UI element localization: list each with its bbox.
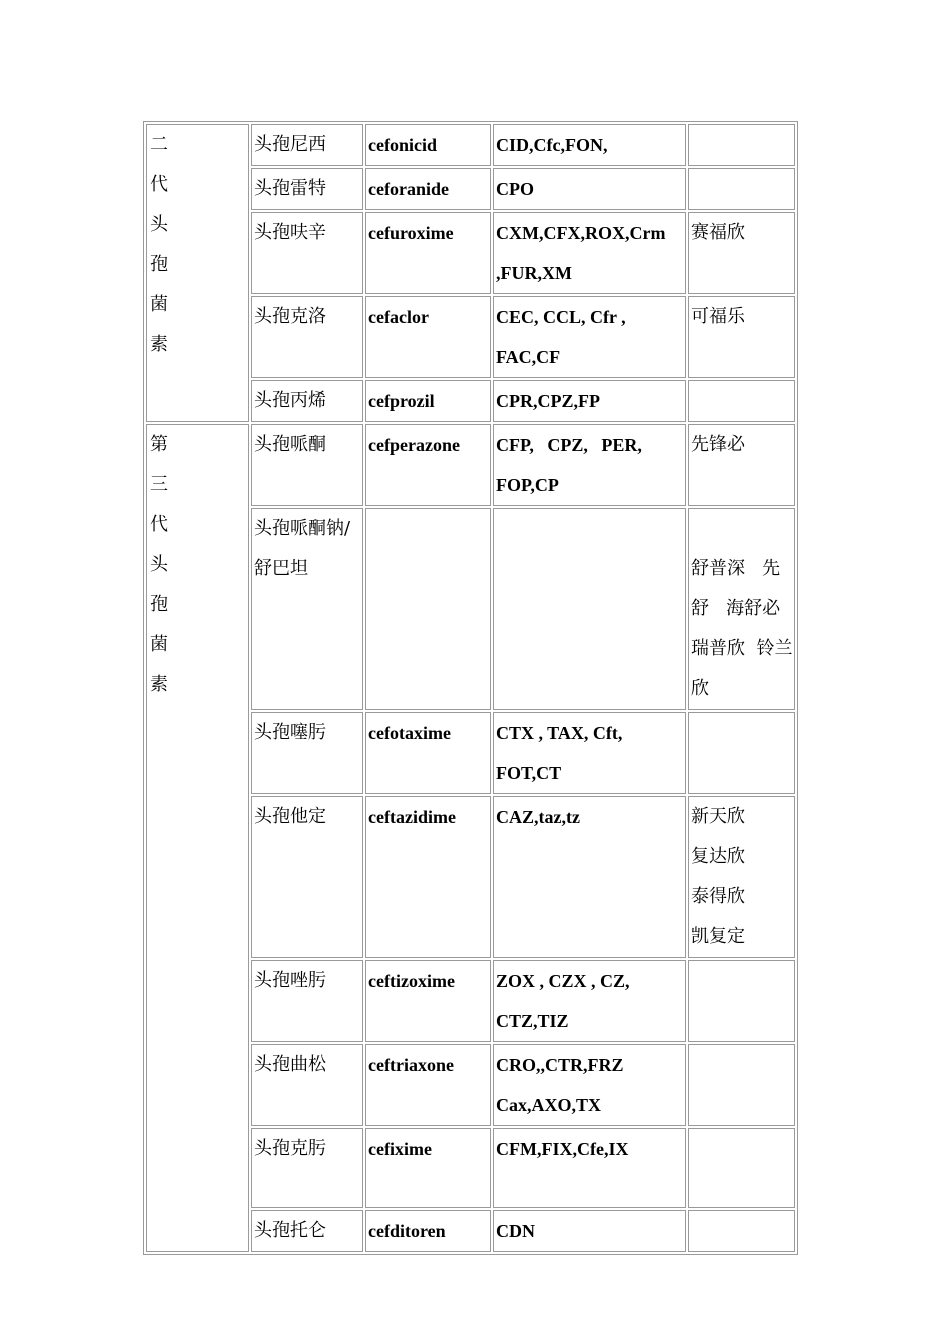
english-name-cell: ceforanide <box>365 168 491 210</box>
chinese-name-cell: 头孢曲松 <box>251 1044 363 1126</box>
chinese-name-cell: 头孢克洛 <box>251 296 363 378</box>
brand-name-cell <box>688 168 795 210</box>
brand-name-cell: 先锋必 <box>688 424 795 506</box>
abbreviation-cell: CPO <box>493 168 686 210</box>
brand-name-cell <box>688 124 795 166</box>
abbreviation-cell: CTX , TAX, Cft, FOT,CT <box>493 712 686 794</box>
generation-label-third: 第 三 代 头 孢 菌 素 <box>146 424 249 1252</box>
chinese-name-cell: 头孢唑肟 <box>251 960 363 1042</box>
chinese-name-cell: 头孢呋辛 <box>251 212 363 294</box>
abbreviation-cell: ZOX , CZX , CZ, CTZ,TIZ <box>493 960 686 1042</box>
generation-label-second: 二 代 头 孢 菌 素 <box>146 124 249 422</box>
brand-name-cell: 赛福欣 <box>688 212 795 294</box>
chinese-name-cell: 头孢雷特 <box>251 168 363 210</box>
english-name-cell: ceftizoxime <box>365 960 491 1042</box>
abbreviation-cell: CEC, CCL, Cfr , FAC,CF <box>493 296 686 378</box>
chinese-name-cell: 头孢哌酮钠/舒巴坦 <box>251 508 363 710</box>
brand-name-cell <box>688 1210 795 1252</box>
cephalosporin-table <box>143 121 798 1255</box>
brand-name-cell <box>688 380 795 422</box>
english-name-cell: cefditoren <box>365 1210 491 1252</box>
brand-name-cell: 新天欣 复达欣 泰得欣 凯复定 <box>688 796 795 958</box>
english-name-cell: cefperazone <box>365 424 491 506</box>
chinese-name-cell: 头孢他定 <box>251 796 363 958</box>
chinese-name-cell: 头孢丙烯 <box>251 380 363 422</box>
english-name-cell: cefaclor <box>365 296 491 378</box>
table-row <box>146 424 795 506</box>
abbreviation-cell: CDN <box>493 1210 686 1252</box>
english-name-cell <box>365 508 491 710</box>
abbreviation-cell: CFM,FIX,Cfe,IX <box>493 1128 686 1208</box>
abbreviation-cell: CRO,,CTR,FRZ Cax,AXO,TX <box>493 1044 686 1126</box>
english-name-cell: cefotaxime <box>365 712 491 794</box>
abbreviation-cell: CAZ,taz,tz <box>493 796 686 958</box>
brand-name-cell <box>688 960 795 1042</box>
brand-name-cell: 舒普深 先 舒 海舒必 瑞普欣 铃兰 欣 <box>688 508 795 710</box>
table-row <box>146 124 795 166</box>
english-name-cell: cefixime <box>365 1128 491 1208</box>
brand-name-cell <box>688 1128 795 1208</box>
english-name-cell: cefuroxime <box>365 212 491 294</box>
abbreviation-cell: CFP, CPZ, PER, FOP,CP <box>493 424 686 506</box>
english-name-cell: cefprozil <box>365 380 491 422</box>
abbreviation-cell: CPR,CPZ,FP <box>493 380 686 422</box>
chinese-name-cell: 头孢哌酮 <box>251 424 363 506</box>
abbreviation-cell <box>493 508 686 710</box>
brand-name-cell <box>688 1044 795 1126</box>
brand-name-cell: 可福乐 <box>688 296 795 378</box>
abbreviation-cell: CID,Cfc,FON, <box>493 124 686 166</box>
chinese-name-cell: 头孢克肟 <box>251 1128 363 1208</box>
english-name-cell: cefonicid <box>365 124 491 166</box>
english-name-cell: ceftazidime <box>365 796 491 958</box>
abbreviation-cell: CXM,CFX,ROX,Crm ,FUR,XM <box>493 212 686 294</box>
english-name-cell: ceftriaxone <box>365 1044 491 1126</box>
brand-name-cell <box>688 712 795 794</box>
chinese-name-cell: 头孢噻肟 <box>251 712 363 794</box>
chinese-name-cell: 头孢托仑 <box>251 1210 363 1252</box>
chinese-name-cell: 头孢尼西 <box>251 124 363 166</box>
